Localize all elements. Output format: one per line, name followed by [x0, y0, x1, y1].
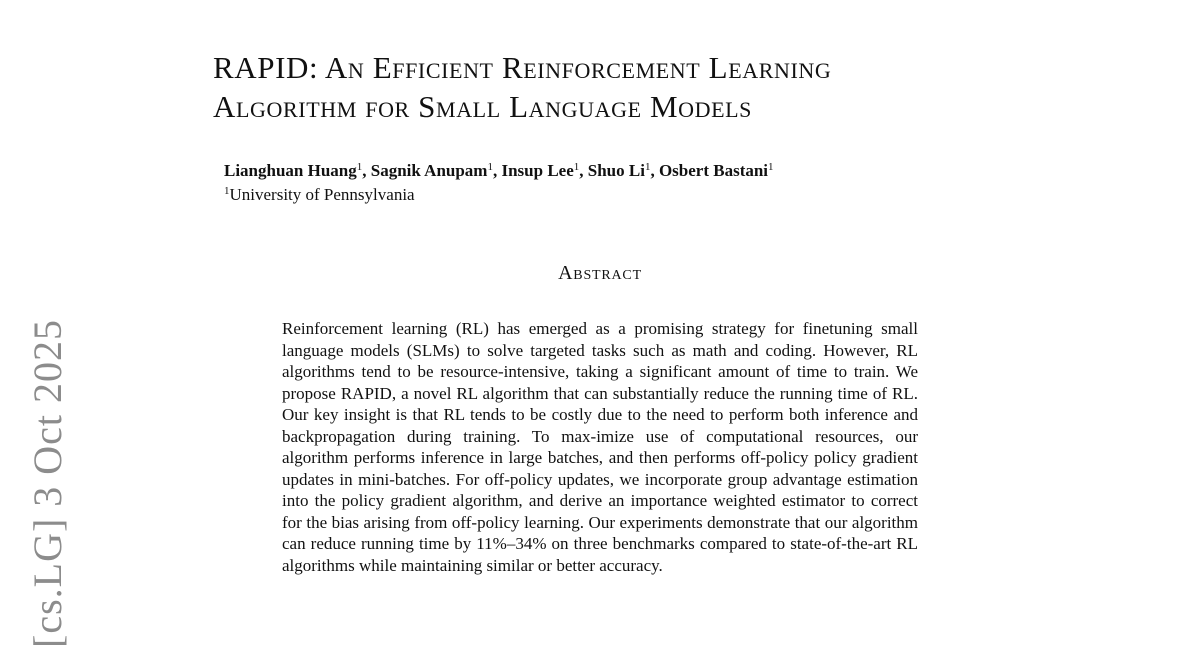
author-separator: , [650, 161, 659, 180]
author-name-text: Sagnik Anupam [370, 161, 488, 180]
affiliation-marker: 1 [644, 161, 651, 173]
abstract-body: Reinforcement learning (RL) has emerged as a promising strategy for finetuning small language models (SLMs) to solve targeted tasks such as math and coding. However, RL algorithms tend to be resource-intensive, taking a significant amount of time to train. We propose RAPID, a novel RL algorithm that can substantially reduce the running time of RL. Our key insight is that RL tends to be costly due to the need to perform both inference and backpropagation during training. To max-imize use of computational resources, our algorithm performs inference in large batches, and then performs off-policy policy gradient updates in mini-batches. For off-policy updates, we incorporate group advantage estimation into the policy gradient algorithm, and derive an importance weighted estimator to correct for the bias arising from off-policy learning. Our experiments demonstrate that our algorithm can reduce running time by 11%–34% on three benchmarks compared to state-of-the-art RL algorithms while maintaining similar or better accuracy. [282, 319, 918, 575]
author-name [224, 161, 362, 180]
author-name-text: Osbert Bastani [658, 161, 769, 180]
author-name [501, 161, 579, 180]
arxiv-side-stamp: [cs.LG] 3 Oct 2025 [25, 318, 70, 648]
affiliation-marker: 1 [768, 161, 774, 173]
affiliation-marker: 1 [573, 161, 580, 173]
affiliation-marker: 1 [224, 185, 230, 197]
title-line-1: RAPID: An Efficient Reinforcement Learning [213, 50, 832, 85]
author-name [588, 161, 651, 180]
author-name-text: Insup Lee [501, 161, 574, 180]
author-separator: , [362, 161, 371, 180]
author-name-text: Shuo Li [587, 161, 645, 180]
author-list [224, 160, 1124, 182]
author-separator: , [579, 161, 588, 180]
author-name [659, 161, 774, 180]
author-separator: , [492, 161, 502, 180]
title-line-2: Algorithm for Small Language Models [213, 89, 753, 124]
affiliation-name: University of Pennsylvania [229, 185, 415, 204]
abstract-heading: Abstract [558, 262, 642, 284]
author-name [371, 161, 493, 180]
affiliation-marker: 1 [487, 161, 493, 173]
affiliation-marker: 1 [356, 161, 363, 173]
paper-title [213, 48, 1113, 126]
author-name-text: Lianghuan Huang [224, 161, 357, 180]
affiliation [224, 184, 415, 206]
